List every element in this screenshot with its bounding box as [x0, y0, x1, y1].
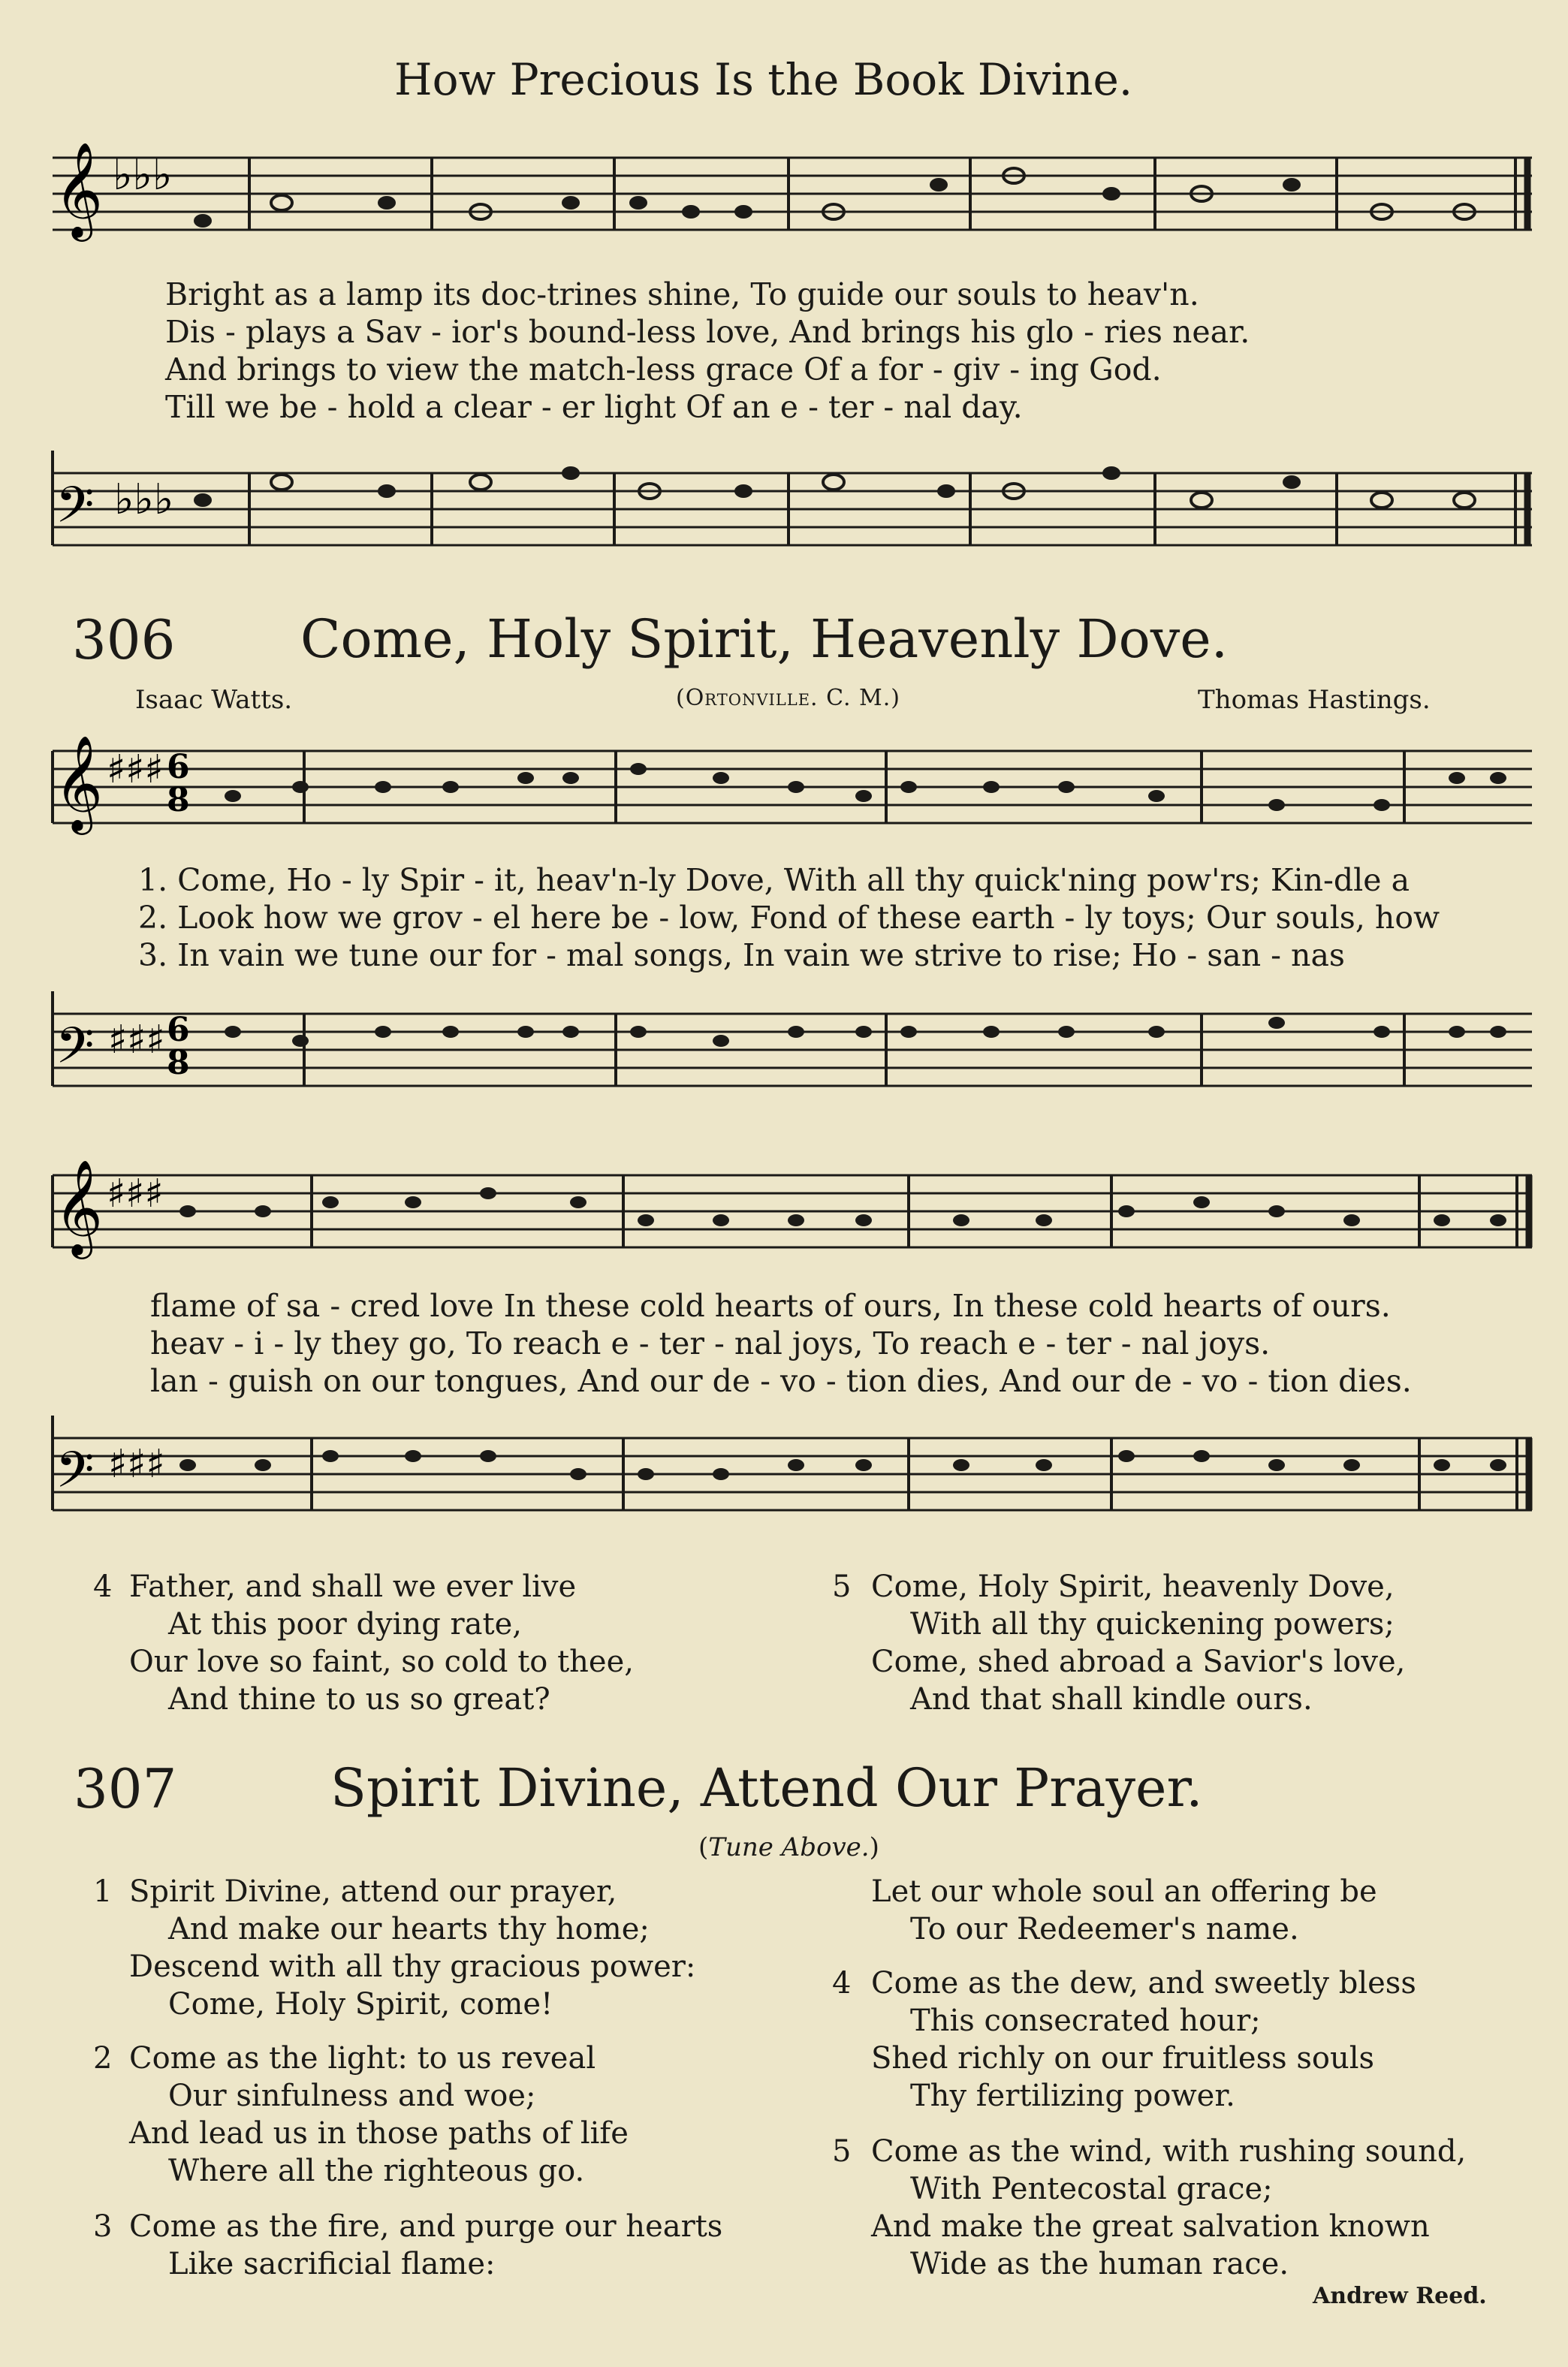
verse-line: And thine to us so great? — [168, 1682, 550, 1717]
verse-line: Come as the fire, and purge our hearts — [129, 2209, 723, 2244]
svg-text:𝄞: 𝄞 — [54, 143, 104, 237]
hymn-306-s1-treble-staff — [45, 736, 1539, 849]
verse-line: With Pentecostal grace; — [910, 2172, 1273, 2206]
lyric-line: lan - guish on our tongues, And our de - vo - tion dies, And our de - vo - tion dies. — [150, 1363, 1412, 1399]
verse-number: 3 — [93, 2209, 113, 2244]
svg-text:𝄞: 𝄞 — [54, 1160, 104, 1255]
svg-text:𝄢: 𝄢 — [56, 476, 95, 546]
verse-line: Come as the dew, and sweetly bless — [871, 1966, 1416, 2001]
verse-line: And make the great salvation known — [871, 2209, 1430, 2244]
verse-line: To our Redeemer's name. — [910, 1912, 1299, 1946]
hymn-307-tune-note: (Tune Above.) — [698, 1832, 879, 1862]
verse-number: 2 — [93, 2041, 113, 2076]
svg-text:6: 6 — [167, 748, 190, 786]
verse-line: Thy fertilizing power. — [910, 2079, 1235, 2113]
svg-text:8: 8 — [167, 781, 190, 819]
verse-line: And lead us in those paths of life — [129, 2116, 629, 2151]
hymn-306-s2-treble-staff — [45, 1160, 1539, 1273]
verse-line: Let our whole soul an offering be — [871, 1874, 1377, 1909]
svg-text:𝄞: 𝄞 — [54, 736, 104, 831]
svg-text:♯♯♯: ♯♯♯ — [107, 1171, 164, 1217]
verse-line: Wide as the human race. — [910, 2247, 1289, 2281]
prev-hymn-bass-staff — [45, 451, 1539, 578]
verse-line: Come, Holy Spirit, come! — [168, 1987, 553, 2022]
verse-line: Our love so faint, so cold to thee, — [129, 1645, 634, 1679]
verse-line: Descend with all thy gracious power: — [129, 1949, 696, 1984]
verse-number: 1 — [93, 1874, 113, 1909]
verse-line: At this poor dying rate, — [168, 1607, 522, 1642]
hymn-306-s2-bass-staff — [45, 1416, 1539, 1566]
verse-line: And that shall kindle ours. — [910, 1682, 1313, 1717]
svg-text:♭♭♭: ♭♭♭ — [114, 475, 174, 524]
verse-number: 5 — [832, 1569, 852, 1604]
lyric-line: Till we be - hold a clear - er light Of an e - ter - nal day. — [165, 389, 1023, 425]
verse-line: This consecrated hour; — [910, 2004, 1261, 2038]
lyric-line: Dis - plays a Sav - ior's bound-less love, And brings his glo - ries near. — [165, 314, 1250, 350]
hymn-306-tune: (Ortonville. C. M.) — [676, 685, 901, 711]
verse-line: Come as the light: to us reveal — [129, 2041, 596, 2076]
lyric-line: And brings to view the match-less grace Of a for - giv - ing God. — [165, 351, 1162, 387]
verse-line: With all thy quickening powers; — [910, 1607, 1395, 1642]
verse-number: 5 — [832, 2134, 852, 2169]
verse-line: And make our hearts thy home; — [168, 1912, 650, 1946]
hymn-306-title: Come, Holy Spirit, Heavenly Dove. — [300, 608, 1228, 670]
prev-hymn-title: How Precious Is the Book Divine. — [394, 54, 1133, 105]
hymn-306-number: 306 — [72, 608, 176, 671]
verse-line: Our sinfulness and woe; — [168, 2079, 536, 2113]
verse-line: Like sacrificial flame: — [168, 2247, 496, 2281]
verse-number: 4 — [832, 1966, 852, 2001]
svg-text:♭♭♭: ♭♭♭ — [113, 151, 173, 200]
svg-text:♯♯♯: ♯♯♯ — [108, 1442, 165, 1487]
lyric-line: 1. Come, Ho - ly Spir - it, heav'n-ly Dove, With all thy quick'ning pow'rs; Kin-dle a — [138, 862, 1410, 898]
svg-text:♯♯♯: ♯♯♯ — [107, 747, 164, 792]
verse-line: Come, Holy Spirit, heavenly Dove, — [871, 1569, 1395, 1604]
svg-text:𝄢: 𝄢 — [56, 1017, 95, 1087]
verse-line: Come as the wind, with rushing sound, — [871, 2134, 1467, 2169]
svg-text:♯♯♯: ♯♯♯ — [108, 1018, 165, 1063]
verse-line: Shed richly on our fruitless souls — [871, 2041, 1375, 2076]
svg-text:8: 8 — [167, 1044, 190, 1082]
verse-line: Spirit Divine, attend our prayer, — [129, 1874, 617, 1909]
lyric-line: Bright as a lamp its doc-trines shine, To guide our souls to heav'n. — [165, 276, 1199, 312]
hymn-306-composer: Thomas Hastings. — [1198, 685, 1431, 715]
prev-hymn-treble-staff — [45, 143, 1539, 248]
hymn-306-author: Isaac Watts. — [135, 685, 293, 715]
lyric-line: 3. In vain we tune our for - mal songs, In vain we strive to rise; Ho - san - nas — [138, 937, 1345, 973]
verse-line: Where all the righteous go. — [168, 2154, 585, 2188]
hymn-307-number: 307 — [74, 1757, 177, 1820]
lyric-line: heav - i - ly they go, To reach e - ter - nal joys, To reach e - ter - nal joys. — [150, 1325, 1271, 1361]
hymn-307-author: Andrew Reed. — [1313, 2283, 1487, 2309]
svg-text:6: 6 — [167, 1011, 190, 1049]
verse-line: Come, shed abroad a Savior's love, — [871, 1645, 1406, 1679]
svg-text:𝄢: 𝄢 — [56, 1441, 95, 1511]
lyric-line: flame of sa - cred love In these cold hearts of ours, In these cold hearts of ours. — [150, 1288, 1391, 1324]
hymn-306-s1-bass-staff — [45, 991, 1539, 1141]
verse-number: 4 — [93, 1569, 113, 1604]
verse-line: Father, and shall we ever live — [129, 1569, 577, 1604]
lyric-line: 2. Look how we grov - el here be - low, Fond of these earth - ly toys; Our souls, how — [138, 900, 1440, 936]
hymn-307-title: Spirit Divine, Attend Our Prayer. — [330, 1757, 1203, 1819]
